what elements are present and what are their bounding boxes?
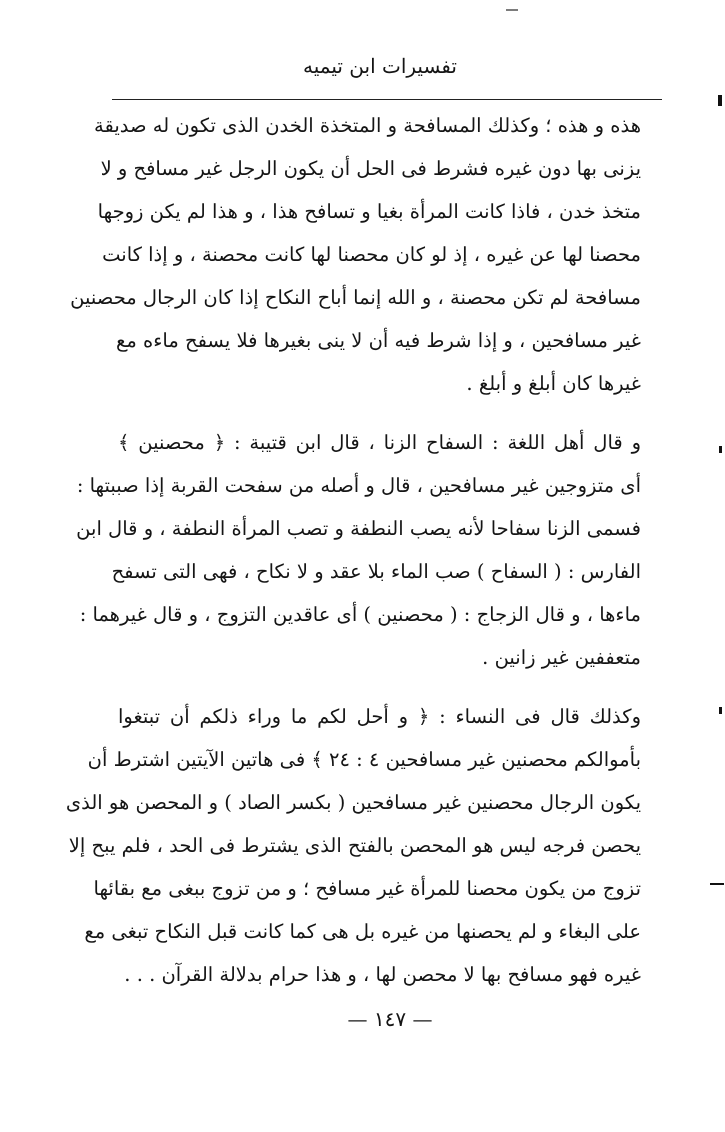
text-line: بأموالكم محصنين غير مسافحين ٤ : ٢٤ ﴾ فى هاتين الآيتين اشترط أن: [87, 748, 641, 771]
text-line: يحصن فرجه ليس هو المحصن بالفتح الذى يشترط فى الحد ، فلم يبح إلا: [68, 834, 641, 857]
text-line: غير مسافحين ، و إذا شرط فيه أن لا ينى بغيرها فلا يسفح ماءه مع: [115, 329, 641, 352]
text-line: أى متزوجين غير مسافحين ، قال و أصله من سفحت القربة إذا صببتها :: [76, 474, 641, 497]
text-line: غيره فهو مسافح بها لا محصن لها ، و هذا حرام بدلالة القرآن . . .: [124, 963, 641, 986]
paragraph: [70, 104, 641, 405]
scan-edge-mark: [718, 95, 722, 106]
scan-edge-mark: [710, 883, 724, 885]
paragraph: [76, 421, 641, 679]
text-line: و قال أهل اللغة : السفاح الزنا ، قال ابن قتيبة : ﴿ محصنين ﴾: [118, 431, 641, 454]
scan-edge-mark: [719, 446, 722, 453]
text-line: تزوج من يكون محصنا للمرأة غير مسافح ؛ و من تزوج ببغى مع بقائها: [93, 877, 641, 900]
text-line: الفارس : ( السفاح ) صب الماء بلا عقد و لا نكاح ، فهى التى تسفح: [111, 560, 641, 583]
text-line: وكذلك قال فى النساء : ﴿ و أحل لكم ما وراء ذلكم أن تبتغوا: [118, 705, 641, 728]
text-line: متعففين غير زانين .: [482, 646, 641, 669]
paragraph: [65, 695, 641, 996]
text-line: يكون الرجال محصنين غير مسافحين ( بكسر الصاد ) و المحصن هو الذى: [65, 791, 641, 814]
body-text: [65, 104, 641, 996]
text-line: يزنى بها دون غيره فشرط فى الحل أن يكون الرجل غير مسافح و لا: [100, 157, 641, 180]
paragraph-gap: [118, 405, 641, 421]
header-rule: [112, 99, 662, 100]
scan-speck: [506, 9, 518, 11]
text-line: فسمى الزنا سفاحا لأنه يصب النطفة و تصب المرأة النطفة ، و قال ابن: [76, 517, 641, 540]
text-line: مسافحة لم تكن محصنة ، و الله إنما أباح النكاح إذا كان الرجال محصنين: [70, 286, 641, 309]
scan-edge-mark: [719, 707, 722, 714]
text-line: على البغاء و لم يحصنها من غيره بل هى كما كانت قبل النكاح تبغى مع: [84, 920, 641, 943]
text-line: هذه و هذه ؛ وكذلك المسافحة و المتخذة الخدن الذى تكون له صديقة: [94, 114, 641, 137]
text-line: غيرها كان أبلغ و أبلغ .: [466, 372, 641, 395]
page-number: — ١٤٧ —: [347, 1007, 433, 1031]
running-head: تفسيرات ابن تيميه: [303, 54, 457, 78]
text-line: متخذ خدن ، فاذا كانت المرأة بغيا و تسافح هذا ، و هذا لم يكن زوجها: [97, 200, 641, 223]
text-line: محصنا لها عن غيره ، إذ لو كان محصنا لها كانت محصنة ، و إذا كانت: [102, 243, 641, 266]
text-line: ماءها ، و قال الزجاج : ( محصنين ) أى عاقدين التزوج ، و قال غيرهما :: [79, 603, 641, 626]
paragraph-gap: [118, 679, 641, 695]
